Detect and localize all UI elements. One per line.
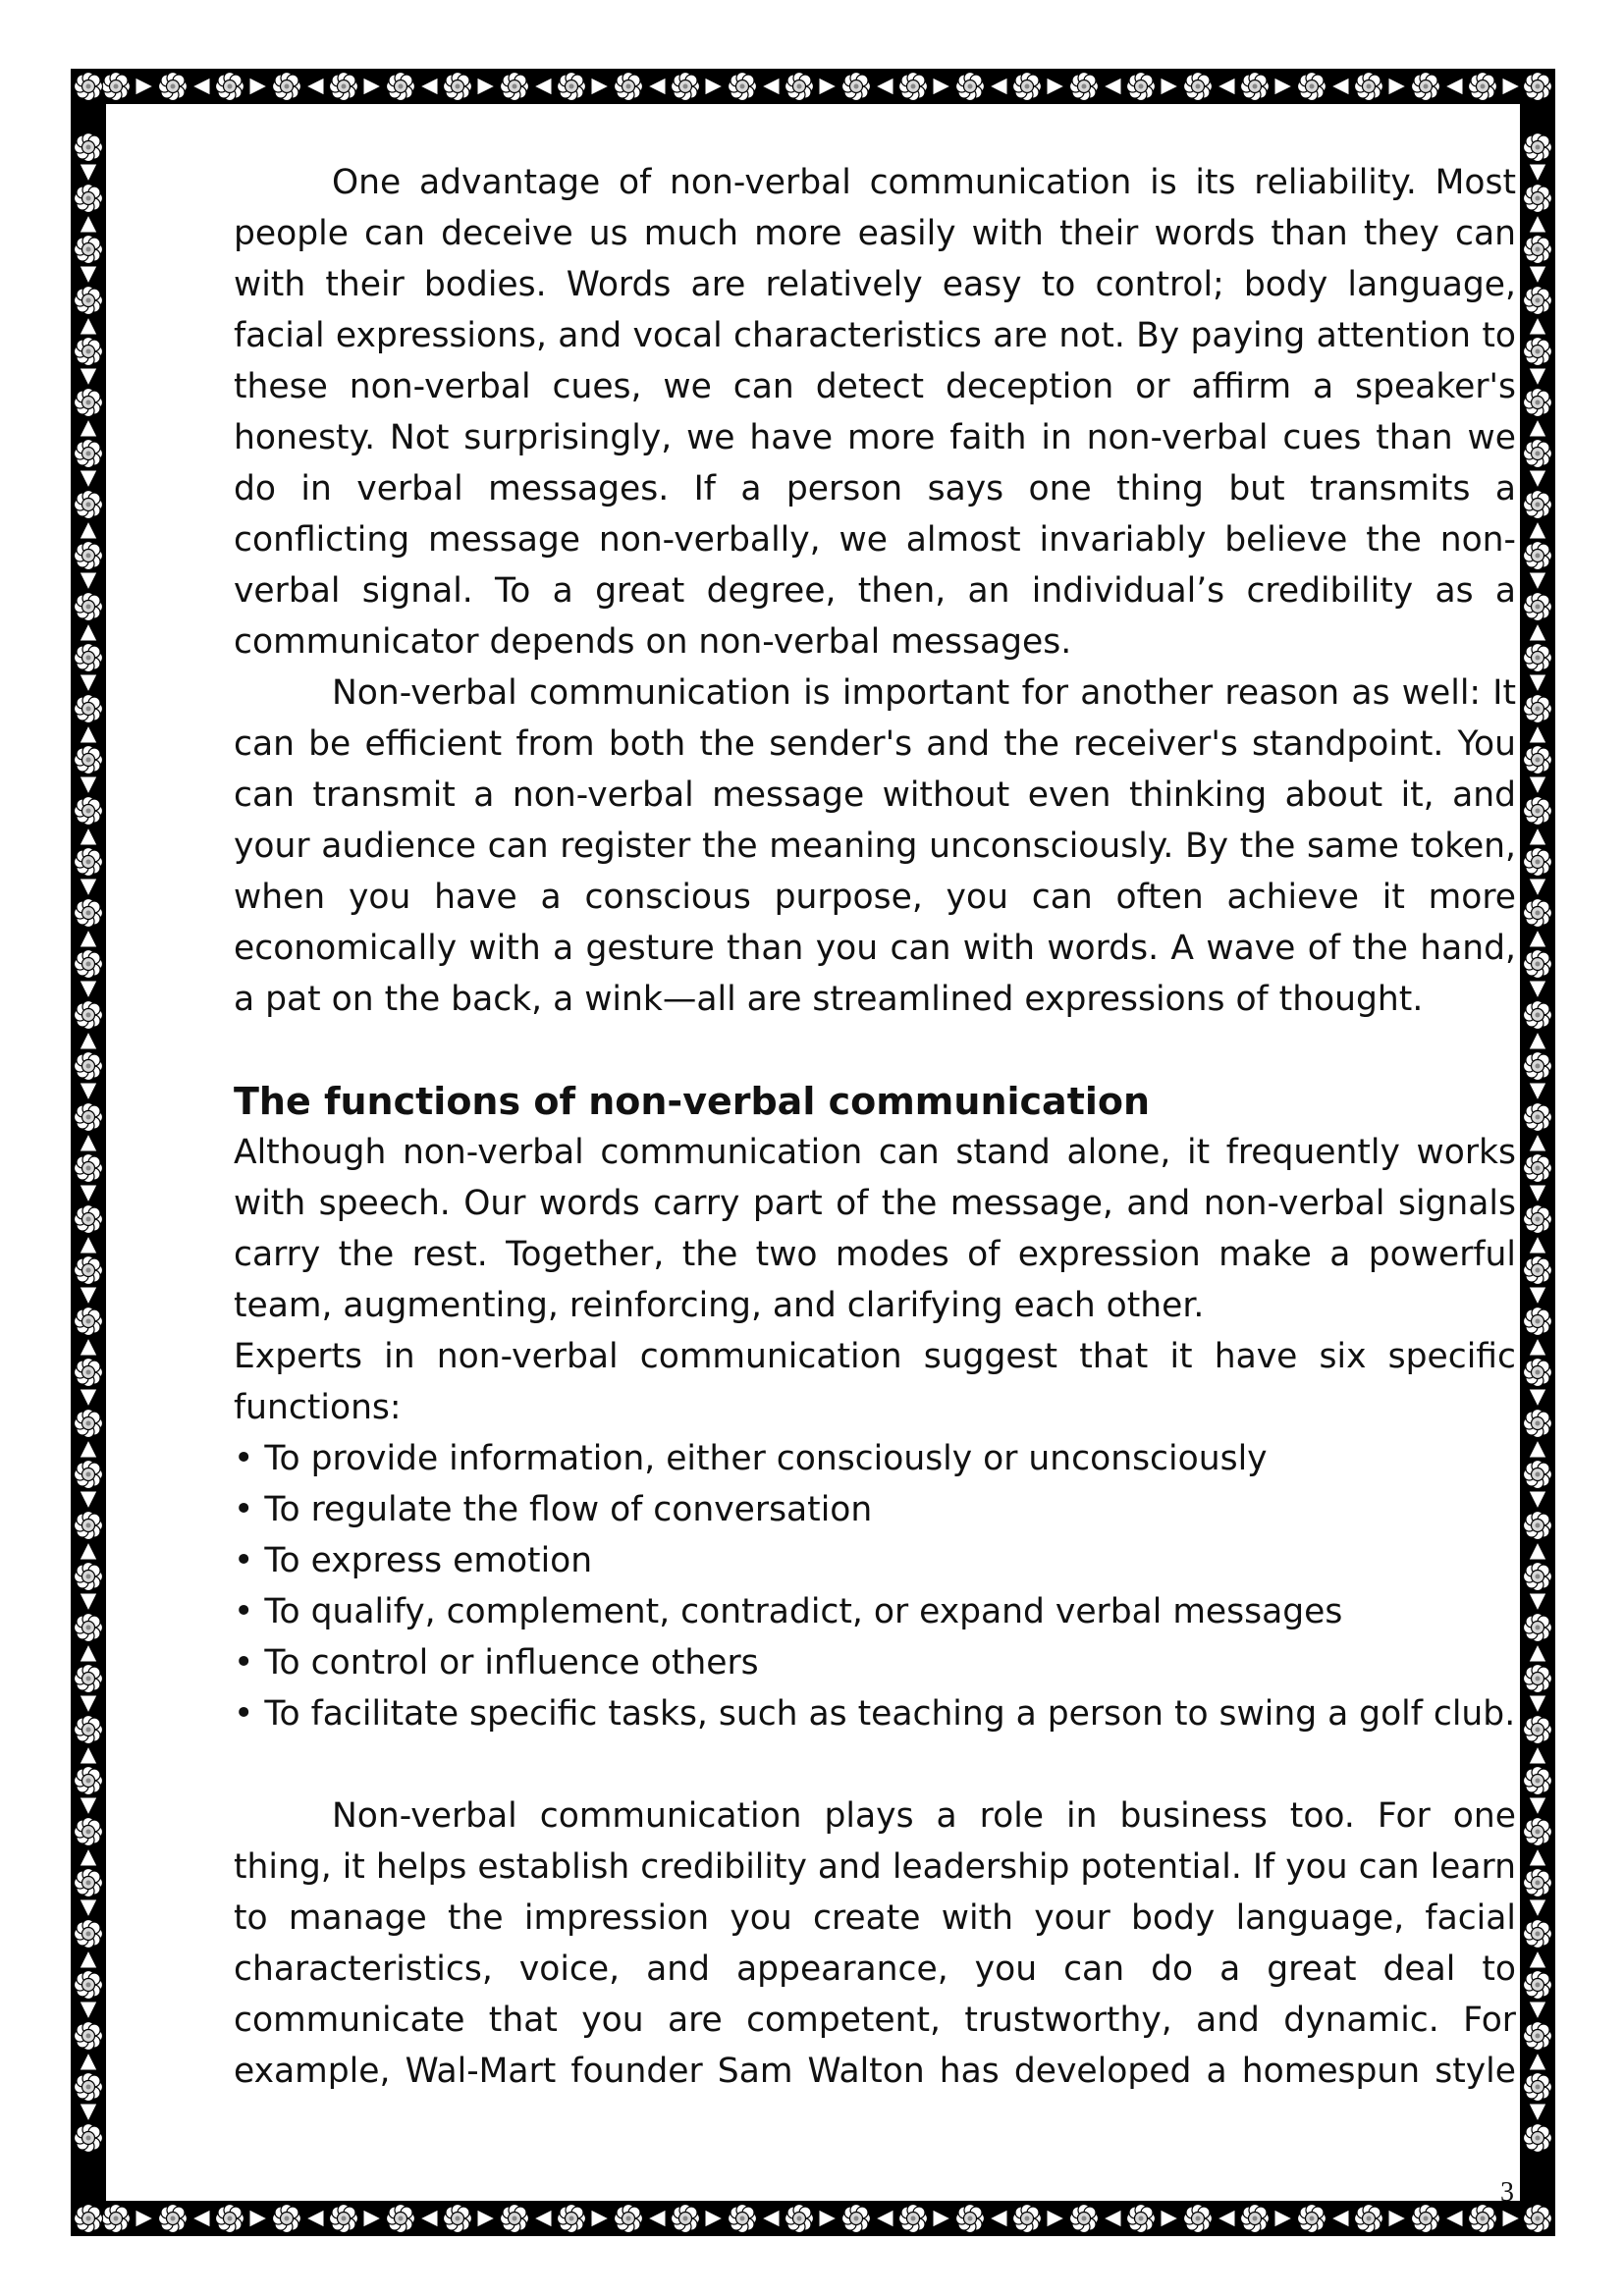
border-left [71, 69, 106, 2236]
paragraph-efficiency: Non-verbal communication is important for another reason as well: It can be efficient from both the sender's and the receiver's standpoint. You can transmit a non-verbal message without even thinking about it, and your audience can register the meaning unconsciously. By the same token, when you have a conscious purpose, you can often achieve it more economically with a gesture than you can with words. A wave of the hand, a pat on the back, a wink—all are streamlined expressions of thought. [234, 673, 1516, 1019]
border-bottom [71, 2201, 1555, 2236]
list-item: • To regulate the flow of conversation [234, 1484, 1516, 1535]
paragraph-intro: Although non-verbal communication can stand alone, it frequently works with speech. Our words carry part of the message, and non-verbal signals carry the rest. Together, the two modes of expression make a powerful team, augmenting, reinforcing, and clarifying each other. [234, 1133, 1516, 1325]
paragraph-lead: Experts in non-verbal communication suggest that it have six specific functions: [234, 1337, 1516, 1427]
functions-list [234, 1433, 1516, 1739]
list-item: • To provide information, either consciously or unconsciously [234, 1433, 1516, 1484]
section-heading: The functions of non-verbal communication [234, 1080, 1151, 1123]
paragraph-reliability: One advantage of non-verbal communication is its reliability. Most people can deceive us much more easily with their words than they can with their bodies. Words are relatively easy to control; body language, facial expressions, and vocal characteristics are not. By paying attention to these non-verbal cues, we can detect deception or affirm a speaker's honesty. Not surprisingly, we have more faith in non-verbal cues than we do in verbal messages. If a person says one thing but transmits a conflicting message non-verbally, we almost invariably believe the non-verbal signal. To a great degree, then, an individual’s credibility as a communicator depends on non-verbal messages. [234, 163, 1516, 662]
paragraph-spacer [234, 1739, 1516, 1790]
list-item: • To express emotion [234, 1535, 1516, 1586]
list-item: • To control or influence others [234, 1637, 1516, 1688]
list-item: • To facilitate specific tasks, such as teaching a person to swing a golf club. [234, 1688, 1516, 1739]
border-right [1520, 69, 1555, 2236]
page-content [234, 157, 1516, 2097]
border-top [71, 69, 1555, 104]
paragraph-business: Non-verbal communication plays a role in business too. For one thing, it helps establish credibility and leadership potential. If you can learn to manage the impression you create with your body language, facial characteristics, voice, and appearance, you can do a great deal to communicate that you are competent, trustworthy, and dynamic. For example, Wal-Mart founder Sam Walton has developed a homespun style [234, 1796, 1516, 2091]
list-item: • To qualify, complement, contradict, or expand verbal messages [234, 1586, 1516, 1637]
page-number: 3 [1500, 2177, 1514, 2208]
